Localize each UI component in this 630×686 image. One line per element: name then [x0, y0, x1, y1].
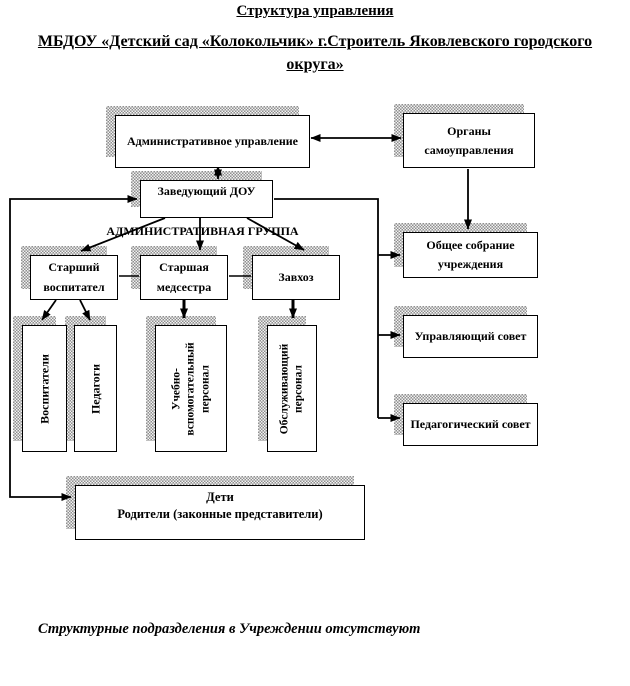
- node-general-meeting: [403, 232, 538, 278]
- node-label: Управляющий совет: [414, 329, 527, 344]
- node-administrative-management: [115, 115, 310, 168]
- node-label: Обслуживающий персонал: [278, 343, 305, 434]
- node-self-government-bodies: [403, 113, 535, 168]
- node-pedagogical-council: [403, 403, 538, 446]
- children-line: Дети: [206, 490, 234, 504]
- node-senior-nurse: [140, 255, 228, 300]
- node-label: Воспитатели: [37, 353, 51, 424]
- node-label: Заведующий ДОУ: [157, 184, 256, 198]
- node-label: Педагоги: [88, 363, 102, 414]
- parents-line: Родители (законные представители): [117, 506, 323, 521]
- footnote-text: Структурные подразделения в Учреждении отсутствуют: [38, 621, 421, 637]
- node-label: Учебно-вспомогательный персонал: [170, 341, 212, 436]
- node-label: Старший воспитател: [43, 260, 105, 294]
- node-label: Общее собрание учреждения: [426, 238, 515, 271]
- node-label: Старшая медсестра: [156, 260, 212, 294]
- node-head-of-dou: [140, 180, 273, 218]
- node-children-parents: [75, 485, 365, 540]
- diagram-subtitle: МБДОУ «Детский сад «Колокольчик» г.Строитель Яковлевского городского округа»: [37, 33, 593, 73]
- diagram-title: Структура управления: [236, 3, 394, 19]
- node-label: Педагогический совет: [410, 417, 531, 432]
- admin-group-label: АДМИНИСТРАТИВНАЯ ГРУППА: [106, 224, 299, 238]
- node-label: Органы самоуправления: [424, 123, 514, 157]
- node-teaching-support-staff: [155, 325, 227, 452]
- node-senior-educator: [30, 255, 118, 300]
- node-teachers: [74, 325, 117, 452]
- node-governing-council: [403, 315, 538, 358]
- node-educators: [22, 325, 67, 452]
- node-service-staff: [267, 325, 317, 452]
- node-supply-manager: [252, 255, 340, 300]
- node-label: Административное управление: [126, 134, 299, 149]
- node-label: Завхоз: [278, 269, 314, 284]
